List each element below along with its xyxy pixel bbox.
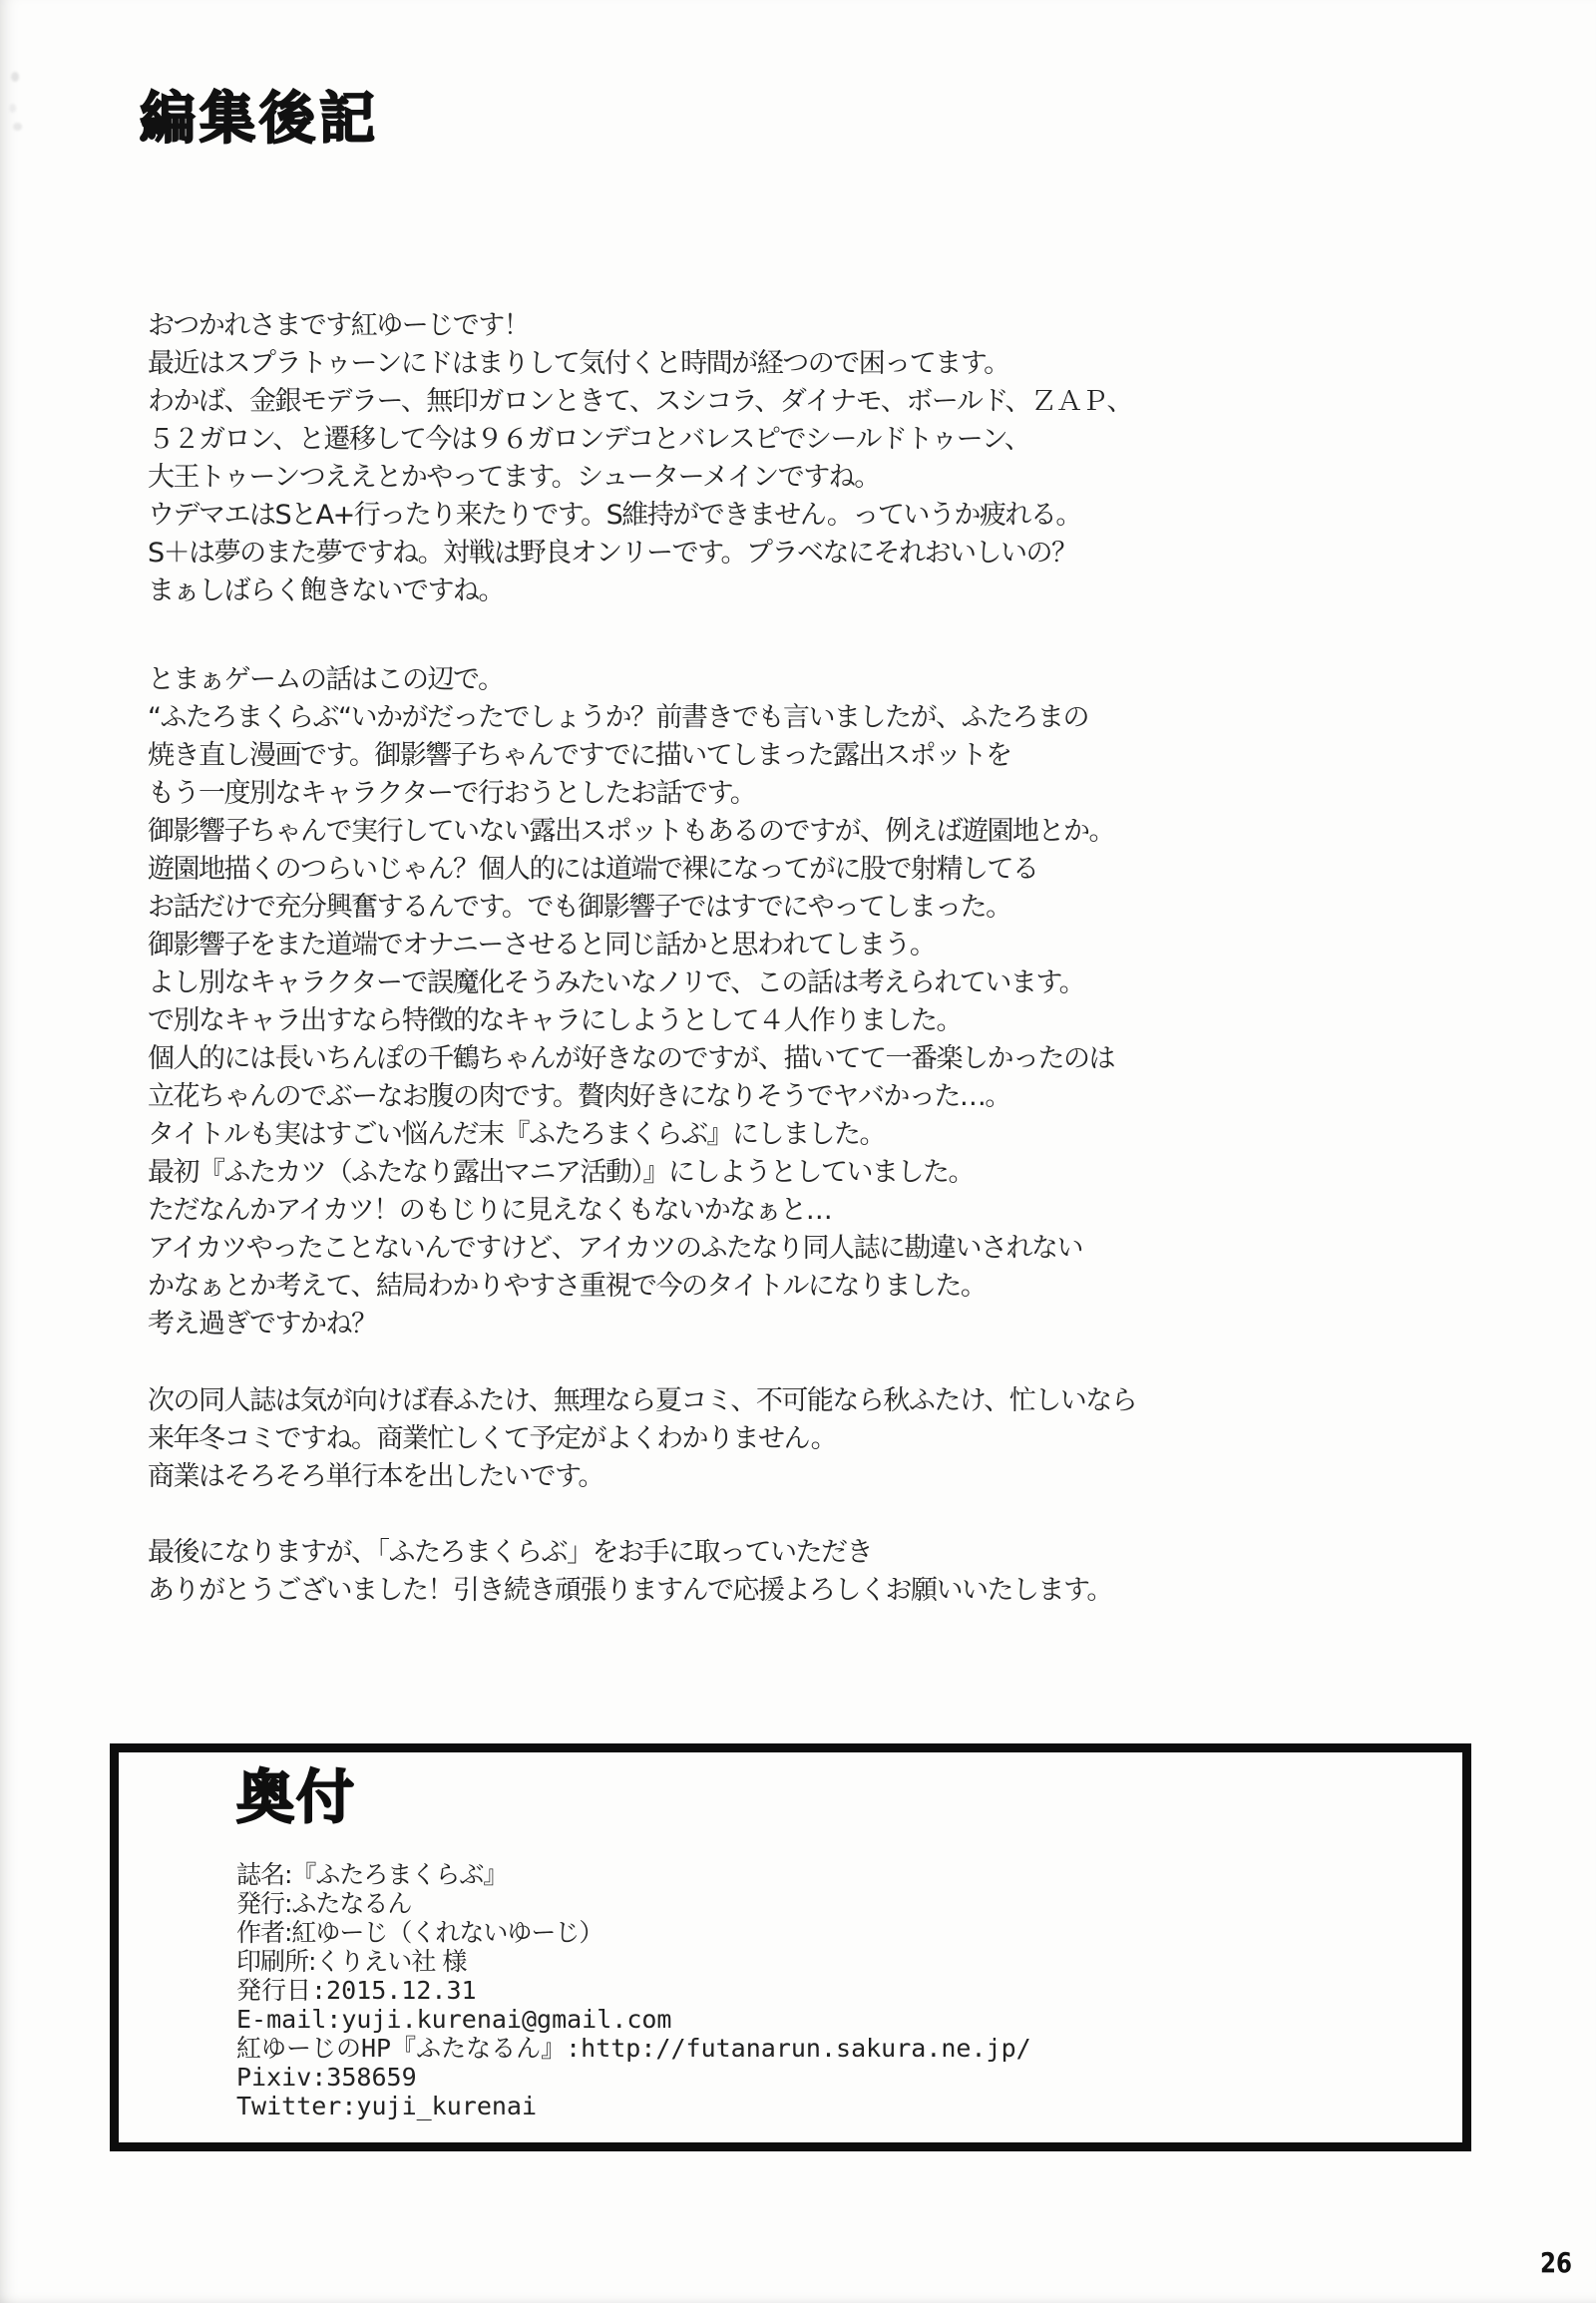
text-line: アイカツやったことないんですけど、アイカツのふたなり同人誌に勘違いされない: [148, 1233, 1083, 1264]
text-line: ありがとうございました！引き続き頑張りますんで応援よろしくお願いいたします。: [148, 1575, 1112, 1606]
colophon-date-line: 発行日:2015.12.31: [236, 1976, 477, 2005]
paragraph-next-doujin: [148, 1382, 1137, 1496]
scan-speck: [13, 123, 22, 131]
text-line: 御影響子ちゃんで実行していない露出スポットもあるのですが、例えば遊園地とか。: [148, 816, 1114, 847]
colophon-details: [236, 1860, 1031, 2120]
text-line: 遊園地描くのつらいじゃん？個人的には道端で裸になってがに股で射精してる: [148, 854, 1038, 885]
text-line: 来年冬コミですね。商業忙しくて予定がよくわかりません。: [148, 1423, 837, 1454]
scan-speck: [11, 72, 19, 82]
text-line: ウデマエはSとA+行ったり来たりです。S維持ができません。っていうか疲れる。: [148, 500, 1081, 531]
text-line: 次の同人誌は気が向けば春ふたけ、無理なら夏コミ、不可能なら秋ふたけ、忙しいなら: [148, 1385, 1137, 1416]
text-line: かなぁとか考えて、結局わかりやすさ重視で今のタイトルになりました。: [148, 1271, 987, 1302]
text-line: 商業はそろそろ単行本を出したいです。: [148, 1461, 603, 1492]
colophon-heading: 奥付: [236, 1763, 357, 1831]
text-line: ただなんかアイカツ！のもじりに見えなくもないかなぁと…: [148, 1195, 832, 1226]
paragraph-thanks: [148, 1534, 1112, 1610]
text-line: まぁしばらく飽きないですね。: [148, 576, 504, 606]
colophon-author-line: 作者:紅ゆーじ（くれないゆーじ）: [236, 1918, 603, 1947]
colophon-publisher-line: 発行:ふたなるん: [236, 1889, 412, 1918]
page-title: 編集後記: [140, 87, 379, 152]
text-line: わかば、金銀モデラー、無印ガロンときて、スシコラ、ダイナモ、ボールド、ＺＡＰ、: [148, 386, 1132, 417]
text-line: 御影響子をまた道端でオナニーさせると同じ話かと思われてしまう。: [148, 930, 936, 960]
text-line: ５２ガロン、と遷移して今は９６ガロンデコとバレスピでシールドトゥーン、: [148, 424, 1030, 455]
colophon-homepage-line: 紅ゆーじのHP『ふたなるん』:http://futanarun.sakura.ne.jp/: [236, 2034, 1031, 2063]
text-line: おつかれさまです紅ゆーじです！: [148, 310, 530, 341]
text-line: “ふたろまくらぶ“いかがだったでしょうか？前書きでも言いましたが、ふたろまの: [148, 702, 1088, 733]
text-line: 最後になりますが、「ふたろまくらぶ」をお手に取っていただき: [148, 1537, 872, 1568]
colophon-pixiv-line: Pixiv:358659: [236, 2063, 417, 2092]
text-line: S＋は夢のまた夢ですね。対戦は野良オンリーです。プラベなにそれおいしいの？: [148, 538, 1077, 569]
text-line: 大王トゥーンつええとかやってます。シューターメインですね。: [148, 462, 880, 493]
text-line: よし別なキャラクターで誤魔化そうみたいなノリで、この話は考えられています。: [148, 967, 1085, 998]
colophon-email-line: E-mail:yuji.kurenai@gmail.com: [236, 2005, 672, 2034]
text-line: タイトルも実はすごい悩んだ末『ふたろまくらぶ』にしました。: [148, 1119, 885, 1150]
colophon-box: [110, 1743, 1471, 2151]
text-line: 考え過ぎですかね？: [148, 1309, 377, 1340]
colophon-printer-line: 印刷所:くりえい社 様: [236, 1947, 467, 1976]
scan-speck: [9, 104, 16, 113]
text-line: 個人的には長いちんぽの千鶴ちゃんが好きなのですが、描いてて一番楽しかったのは: [148, 1043, 1114, 1074]
colophon-title-line: 誌名:『ふたろまくらぶ』: [236, 1860, 508, 1889]
text-line: 立花ちゃんのでぶーなお腹の肉です。贅肉好きになりそうでヤバかった…。: [148, 1081, 1010, 1112]
text-line: で別なキャラ出すなら特徴的なキャラにしようとして４人作りました。: [148, 1005, 962, 1036]
text-line: 最初『ふたカツ（ふたなり露出マニア活動）』にしようとしていました。: [148, 1157, 974, 1188]
text-line: 最近はスプラトゥーンにドはまりして気付くと時間が経つので困ってます。: [148, 348, 1009, 379]
text-line: 焼き直し漫画です。御影響子ちゃんですでに描いてしまった露出スポットを: [148, 740, 1011, 771]
text-line: もう一度別なキャラクターで行おうとしたお話です。: [148, 778, 756, 809]
text-line: とまぁゲームの話はこの辺で。: [148, 664, 504, 695]
paragraph-splatoon: [148, 307, 1132, 610]
colophon-twitter-line: Twitter:yuji_kurenai: [236, 2092, 538, 2120]
text-line: お話だけで充分興奮するんです。でも御影響子ではすでにやってしまった。: [148, 892, 1011, 923]
page-number: 26: [1540, 2246, 1572, 2279]
paragraph-book-talk: [148, 661, 1114, 1343]
